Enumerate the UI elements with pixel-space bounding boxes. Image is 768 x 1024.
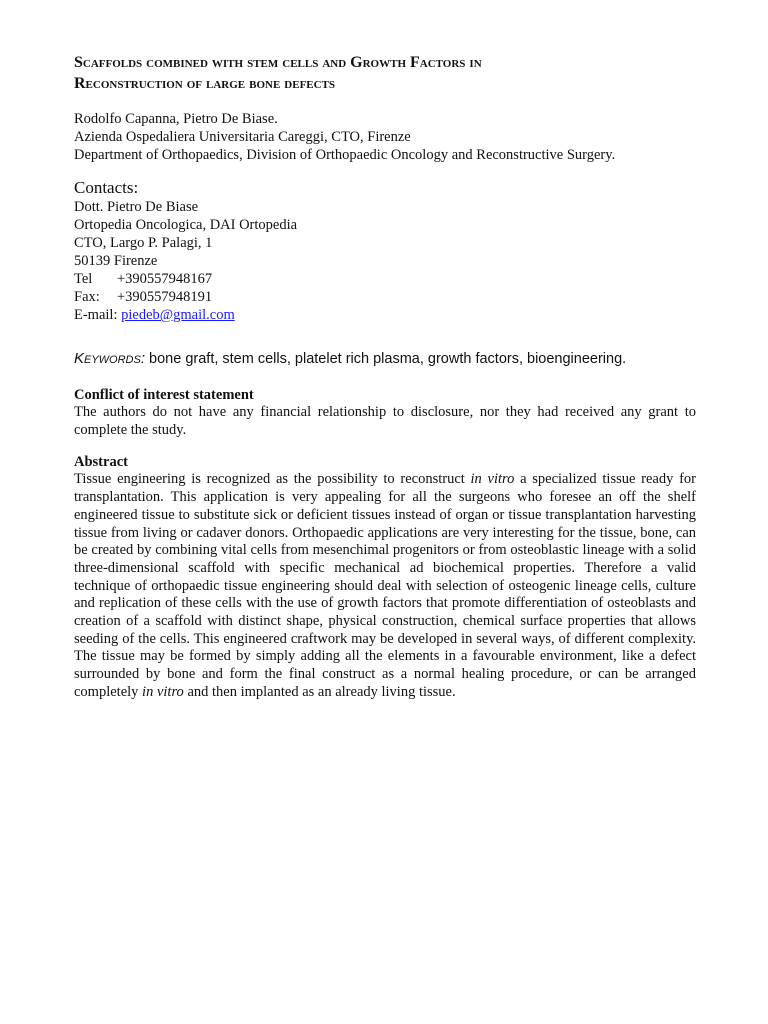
contact-dept: Ortopedia Oncologica, DAI Ortopedia: [74, 217, 298, 233]
abstract-italic-2: in vitro: [142, 683, 184, 700]
email-label: E-mail:: [74, 307, 118, 323]
fax-value: +390557948191: [117, 289, 213, 305]
contact-city: 50139 Firenze: [74, 253, 158, 269]
fax-label: Fax:: [74, 289, 100, 305]
abstract-text: [74, 471, 696, 701]
conflict-text: The authors do not have any financial relationship to disclosure, nor they had received any grant to complete the study.: [74, 404, 696, 438]
abstract-part-1: Tissue engineering is recognized as the possibility to reconstruct: [74, 471, 471, 488]
affiliation-hospital: Azienda Ospedaliera Universitaria Careggi, CTO, Firenze: [74, 129, 411, 145]
contacts-heading: Contacts:: [74, 178, 139, 197]
tel-label: Tel: [74, 271, 93, 287]
tel-value: +390557948167: [117, 271, 213, 287]
contact-email: [74, 306, 696, 324]
affiliation-department: Department of Orthopaedics, Division of Orthopaedic Oncology and Reconstructive Surgery.: [74, 147, 616, 163]
keywords-label: Keywords:: [74, 350, 146, 367]
abstract-part-2: a specialized tissue ready for transplantation. This application is very appealing for all the surgeons who foresee an off the shelf engineered tissue to substitute sick or deficient tissues instead of organ or tissue transplantation harvesting tissue from living or cadaver donors. Orthopaedic applications are very interesting for the tissue, bone, can be created by combining vital cells from mesenchimal progenitors or from osteoblastic lineage with a solid three-dimensional scaffold with specific mechanical ad biochemical properties. Therefore a valid technique of orthopaedic tissue engineering should deal with selection of osteogenic lineage cells, culture and replication of these cells with the use of growth factors that promote differentiation of osteoblasts and creation of a scaffold with distinct shape, physical construction, chemical surface properties that allows seeding of the cells. This engineered craftwork may be developed in several ways, of different complexity. The tissue may be formed by simply adding all the elements in a favourable environment, like a defect surrounded by bone and form the final construct as a normal healing procedure, or can be arranged completely: [74, 471, 696, 700]
keywords-text: bone graft, stem cells, platelet rich plasma, growth factors, bioengineering.: [145, 351, 627, 367]
abstract-part-3: and then implanted as an already living tissue.: [183, 683, 456, 700]
email-link[interactable]: piedeb@gmail.com: [121, 307, 235, 323]
contact-address: CTO, Largo P. Palagi, 1: [74, 235, 213, 251]
author-block: [74, 110, 696, 164]
author-names: Rodolfo Capanna, Pietro De Biase.: [74, 111, 278, 127]
contact-name: Dott. Pietro De Biase: [74, 199, 199, 215]
paper-title: [74, 52, 696, 94]
abstract-heading: Abstract: [74, 454, 128, 471]
contacts-block: [74, 198, 696, 324]
contact-fax: [74, 288, 696, 306]
abstract-italic-1: in vitro: [470, 471, 515, 488]
keywords-line: [74, 350, 696, 368]
conflict-section: [74, 386, 696, 439]
title-line-2: Reconstruction of large bone defects: [74, 75, 336, 92]
conflict-heading: Conflict of interest statement: [74, 387, 254, 403]
document-page: [74, 52, 696, 702]
contact-tel: [74, 270, 696, 288]
title-line-1: Scaffolds combined with stem cells and Growth Factors in: [74, 54, 482, 71]
abstract-section: [74, 453, 696, 701]
